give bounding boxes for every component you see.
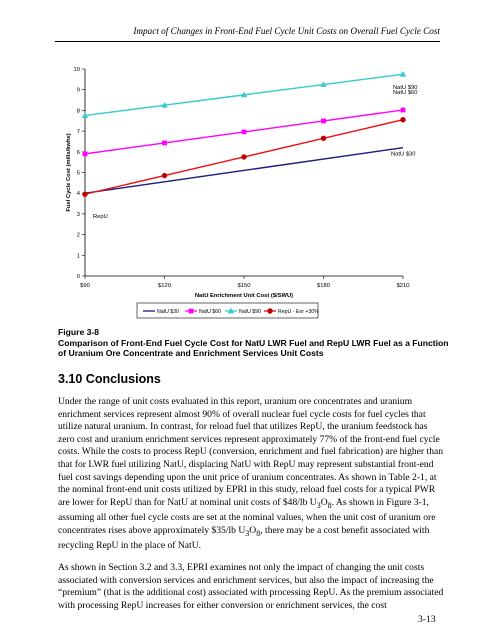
y-tick-label: 9 (76, 87, 80, 94)
conclusions-paragraph-1: Under the range of unit costs evaluated in this report, uranium ore concentrates and uranium enrichment services represent almost 90% of overall nuclear fuel cycle costs for fuel cycles that utilize natural uranium. In contrast, for reload fuel that utilizes RepU, the uranium feedstock has zero cost and uranium enrichment services represent approximately 77% of the front-end fuel cycle costs. While the costs to process RepU (conversion, enrichment and fuel fabrication) are higher than that for LWR fuel utilizing NatU, displacing NatU with RepU may represent substantial front-end fuel cost savings depending upon the unit price of uranium concentrates. As shown in Table 2-1, at the nominal front-end unit costs utilized by EPRI in this study, reload fuel costs for a typical PWR are lower for RepU than for NatU at nominal unit costs of $48/lb $U_3O_8$. As shown in Figure 3-1, assuming all other fuel cycle costs are set at the nominal values, when the unit cost of uranium ore concentrates rises above approximately $35/lb $U_3O_8$, there may be a cost benefit associated with recycling RepU in the place of NatU. (58, 396, 444, 552)
page-number: 3-13 (418, 614, 436, 625)
data-point-natu-60 (162, 140, 167, 145)
y-tick-label: 10 (73, 67, 80, 73)
section-heading: 3.10 Conclusions (58, 372, 161, 386)
legend-marker (267, 308, 272, 313)
curve-label: NatU $30 (391, 151, 416, 158)
x-tick-label: $180 (317, 283, 330, 289)
data-point-repu-enr-30 (400, 117, 405, 122)
data-point-natu-60 (401, 108, 406, 113)
x-tick-label: $120 (158, 283, 171, 289)
data-point-natu-60 (321, 119, 326, 124)
x-tick-label: $90 (80, 283, 90, 289)
y-tick-label: 7 (76, 129, 80, 136)
legend-label: NatU $90 (239, 309, 261, 315)
curve-label: NatU $60 (393, 89, 418, 96)
curve-label: RepU (93, 214, 108, 221)
figure-number: Figure 3-8 (58, 327, 100, 337)
figure-title: Comparison of Front-End Fuel Cycle Cost for NatU LWR Fuel and RepU LWR Fuel as a Function of Uranium Ore Concentrate and Enrichment Services Unit Costs (58, 337, 449, 359)
legend-label: NatU $60 (199, 309, 221, 315)
data-point-repu-enr-30 (162, 173, 167, 178)
y-tick-label: 4 (76, 191, 80, 198)
x-tick-label: $210 (396, 283, 410, 289)
y-axis-title: Fuel Cycle Cost (mills/kwhe) (66, 133, 72, 212)
legend-marker (189, 309, 194, 314)
y-tick-label: 5 (76, 170, 80, 177)
y-tick-label: 3 (76, 211, 80, 218)
conclusions-paragraph-2: As shown in Section 3.2 and 3.3, EPRI examines not only the impact of changing the unit costs associated with conversion services and enrichment services, but also the impact of increasing the “premium” (that is the additional cost) associated with processing RepU. As the premium associated with processing RepU increases for either conversion or enrichment services, the cost (58, 562, 444, 611)
y-tick-label: 8 (76, 108, 80, 115)
data-point-natu-60 (83, 151, 88, 156)
figure-caption (58, 327, 458, 359)
data-point-repu-enr-30 (82, 192, 87, 197)
data-point-repu-enr-30 (321, 136, 326, 141)
data-point-repu-enr-30 (241, 154, 246, 159)
y-tick-label: 0 (76, 274, 80, 280)
x-tick-label: $150 (237, 283, 251, 289)
x-axis-title: NatU Enrichment Unit Cost ($/SWU) (194, 293, 294, 299)
curve-label: NatU $90 (393, 85, 418, 92)
y-tick-label: 1 (76, 253, 80, 260)
legend-label: NatU $30 (157, 309, 179, 315)
running-header: Impact of Changes in Front-End Fuel Cycle Unit Costs on Overall Fuel Cycle Cost (133, 26, 440, 36)
y-tick-label: 6 (76, 149, 80, 156)
y-tick-label: 2 (76, 232, 80, 239)
data-point-natu-60 (242, 130, 247, 135)
legend-label: RepU - Enr +30% (278, 309, 319, 315)
